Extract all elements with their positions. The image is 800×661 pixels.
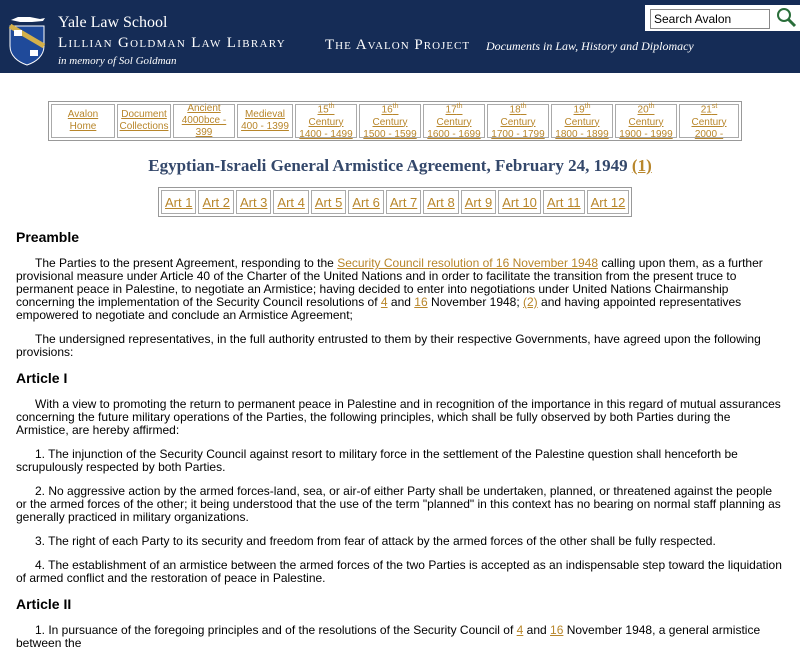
article-link[interactable]: Art 3	[236, 190, 271, 214]
article-link[interactable]: Art 7	[386, 190, 421, 214]
preamble-heading: Preamble	[16, 229, 80, 245]
library-name[interactable]: Lillian Goldman Law Library	[58, 35, 286, 51]
article-paragraph: 1. In pursuance of the foregoing principles and of the resolutions of the Security Council of 4 and 16 November 1948, a general armistice between the	[16, 623, 761, 650]
nav-16th-century[interactable]: 16th Century 1500 - 1599	[359, 104, 421, 138]
project-title[interactable]: The Avalon Project	[325, 37, 471, 53]
page-title-text: Egyptian-Israeli General Armistice Agreement, February 24, 1949	[148, 156, 628, 175]
article-paragraph: With a view to promoting the return to permanent peace in Palestine and in recognition of the importance in this regard of mutual assurances concerning the future military operations of the Parties, the following principles, which shall be fully observed by both Parties during the Armistice, are hereby affirmed:	[16, 397, 781, 437]
search-input[interactable]	[650, 9, 770, 29]
nav-avalon-home[interactable]: Avalon Home	[51, 104, 115, 138]
article-link[interactable]: Art 5	[311, 190, 346, 214]
yale-shield-icon	[8, 24, 46, 66]
article-link[interactable]: Art 4	[273, 190, 308, 214]
nav-19th-century[interactable]: 19th Century 1800 - 1899	[551, 104, 613, 138]
resolution-link[interactable]: Security Council resolution of 16 November 1948	[337, 256, 598, 270]
nav-document-collections[interactable]: Document Collections	[117, 104, 171, 138]
preamble-paragraph: The undersigned representatives, in the full authority entrusted to them by their respective Governments, have agreed upon the following provisions:	[16, 332, 761, 359]
resolution-4-link[interactable]: 4	[380, 295, 388, 309]
nav-17th-century[interactable]: 17th Century 1600 - 1699	[423, 104, 485, 138]
article-2-heading: Article II	[16, 596, 72, 612]
article-link[interactable]: Art 1	[161, 190, 196, 214]
article-link[interactable]: Art 9	[461, 190, 496, 214]
article-link[interactable]: Art 11	[543, 190, 585, 214]
document-body	[16, 229, 784, 661]
article-paragraph: 2. No aggressive action by the armed forces-land, sea, or air-of either Party shall be undertaken, planned, or threatened against the people or the armed forces of the other; it being understood that the use of the term "planned" in this context has no bearing on normal staff planning as generally practiced in military organizations.	[16, 484, 781, 524]
article-paragraph: 4. The establishment of an armistice between the armed forces of the two Parties is accepted as an indispensable step toward the liquidation of armed conflict and the restoration of peace in Palestine.	[16, 558, 782, 585]
article-link[interactable]: Art 8	[423, 190, 458, 214]
collection-nav	[48, 101, 742, 141]
school-name[interactable]: Yale Law School	[58, 14, 168, 31]
title-footnote-link[interactable]: (1)	[631, 156, 652, 175]
nav-15th-century[interactable]: 15th Century 1400 - 1499	[295, 104, 357, 138]
search-icon[interactable]	[775, 6, 797, 28]
article-paragraph: 3. The right of each Party to its security and freedom from fear of attack by the armed forces of the other shall be fully respected.	[35, 534, 716, 548]
page-title	[0, 156, 800, 176]
article-nav	[158, 187, 632, 217]
article-link[interactable]: Art 6	[348, 190, 383, 214]
nav-medieval[interactable]: Medieval 400 - 1399	[237, 104, 293, 138]
crocodile-icon	[10, 14, 46, 24]
article-1-heading: Article I	[16, 370, 68, 386]
resolution-16-link[interactable]: 16	[550, 623, 564, 637]
resolution-16-link[interactable]: 16	[414, 295, 428, 309]
article-paragraph: 1. The injunction of the Security Council against resort to military force in the settlement of the Palestine question shall henceforth be scrupulously respected by both Parties.	[16, 447, 738, 474]
nav-18th-century[interactable]: 18th Century 1700 - 1799	[487, 104, 549, 138]
article-link[interactable]: Art 12	[587, 190, 630, 214]
footnote-2-link[interactable]: (2)	[523, 295, 538, 309]
search-box	[645, 5, 800, 31]
project-subtitle: Documents in Law, History and Diplomacy	[486, 39, 694, 53]
resolution-4-link[interactable]: 4	[516, 623, 524, 637]
site-header	[0, 0, 800, 73]
article-link[interactable]: Art 10	[498, 190, 541, 214]
library-memory: in memory of Sol Goldman	[58, 55, 177, 67]
nav-20th-century[interactable]: 20th Century 1900 - 1999	[615, 104, 677, 138]
nav-21st-century[interactable]: 21st Century 2000 -	[679, 104, 739, 138]
preamble-paragraph: The Parties to the present Agreement, responding to the Security Council resolution of 16 November 1948 calling upon them, as a further provisional measure under Article 40 of the Charter of the United Nations and in order to facilitate the transition from the present truce to permanent peace in Palestine, to negotiate an Armistice; having decided to enter into negotiations under United Nations Chairmanship concerning the implementation of the Security Council resolutions of 4 and 16 November 1948; (2) and having appointed representatives empowered to negotiate and conclude an Armistice Agreement;	[16, 256, 763, 322]
article-link[interactable]: Art 2	[198, 190, 233, 214]
nav-ancient[interactable]: Ancient 4000bce - 399	[173, 104, 235, 138]
